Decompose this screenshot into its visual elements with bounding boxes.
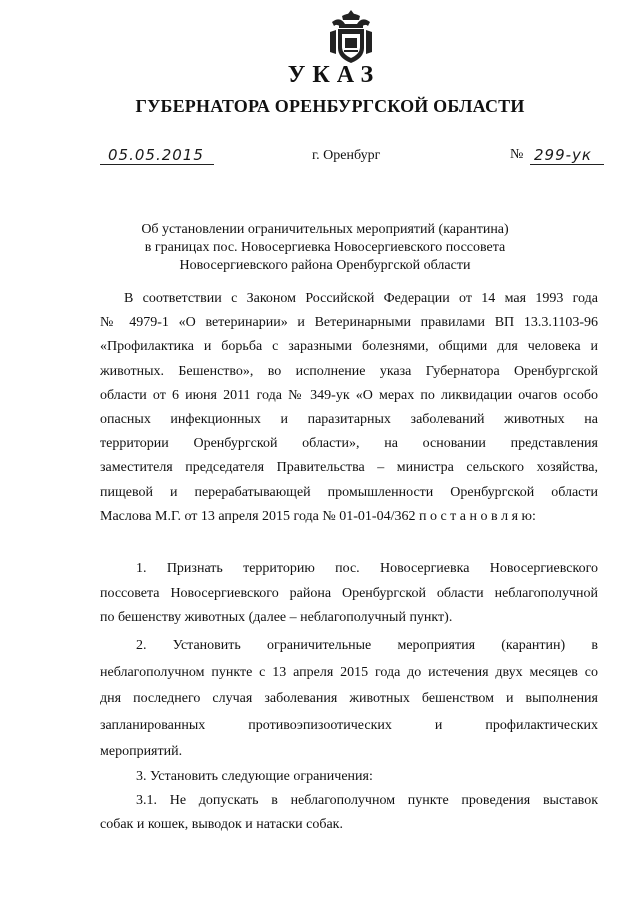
preamble-paragraph: В соответствии с Законом Российской Федерации от 14 мая 1993 года № 4979-1 «О ветеринарии» и Ветеринарными правилами ВП 13.3.1103-96 «Профилактика и борьба с заразными болезнями, общими для человека и животных. Бешенство», во исполнение указа Губернатора Оренбургской области от 6 июня 2011 года № 349-ук «О мерах по ликвидации очагов особо опасных инфекционных и паразитарных заболеваний животных на территории Оренбургской области», на основании представления заместителя председателя Правительства – министра сельского хозяйства, пищевой и перерабатывающей промышленности Оренбургской области Маслова М.Г. от 13 апреля 2015 года № 01-01-04/362 п о с т а н о в л я ю: xyxy=(100,291,598,524)
decree-subject: Об установлении ограничительных мероприятий (карантина) в границах пос. Новосергиевка Новосергиевского поссовета Новосергиевского района Оренбургской области xyxy=(141,222,509,273)
item-1-paragraph: 1. Признать территорию пос. Новосергиевка Новосергиевского поссовета Новосергиевского района Оренбургской области неблагополучной по бешенству животных (далее – неблагополучный пункт). xyxy=(100,561,598,625)
date-underline xyxy=(100,164,214,165)
number-underline xyxy=(530,164,604,165)
item-3-paragraph: 3. Установить следующие ограничения: xyxy=(136,769,373,784)
document-type-title: УКАЗ xyxy=(287,62,381,88)
handwritten-number: 299-ук xyxy=(534,146,592,164)
item-2-paragraph: 2. Установить ограничительные мероприятия (карантин) в неблагополучном пункте с 13 апреля 2015 года до истечения двух месяцев со дня последнего случая заболевания животных бешенством и выполнения запланированных противоэпизоотических и профилактических мероприятий. xyxy=(100,638,598,759)
city-label: г. Оренбург xyxy=(312,148,381,163)
number-label: № xyxy=(510,147,524,162)
handwritten-date: 05.05.2015 xyxy=(108,146,204,164)
issuer-title: ГУБЕРНАТОРА ОРЕНБУРГСКОЙ ОБЛАСТИ xyxy=(135,96,525,116)
coat-of-arms-icon xyxy=(328,8,374,66)
item-3-1-paragraph: 3.1. Не допускать в неблагополучном пункте проведения выставок собак и кошек, выводок и натаски собак. xyxy=(100,793,598,832)
